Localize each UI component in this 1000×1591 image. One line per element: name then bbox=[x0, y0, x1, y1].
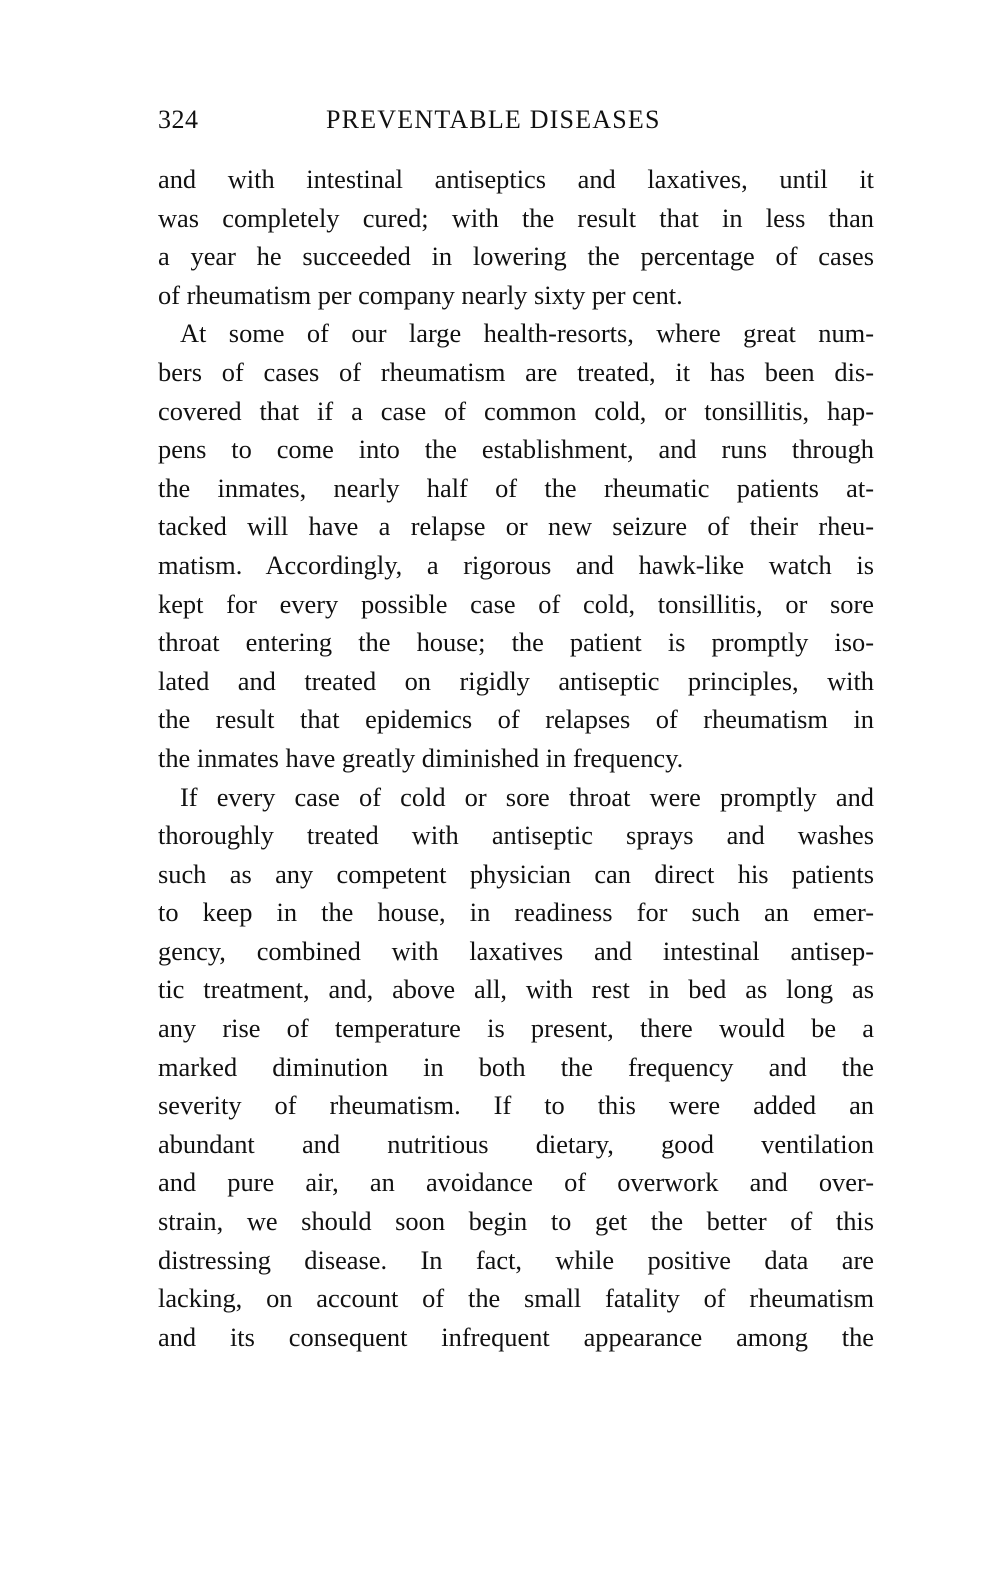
text-line: abundant and nutritious dietary, good ventilation bbox=[158, 1128, 874, 1159]
text-line: the inmates, nearly half of the rheumatic patients at- bbox=[158, 472, 874, 503]
text-line: marked diminution in both the frequency and the bbox=[158, 1051, 874, 1082]
text-line: pens to come into the establishment, and runs through bbox=[158, 434, 874, 465]
page-number: 324 bbox=[158, 105, 199, 134]
text-line: of rheumatism per company nearly sixty per cent. bbox=[158, 279, 683, 310]
running-title: PREVENTABLE DISEASES bbox=[326, 105, 661, 134]
text-line: was completely cured; with the result that in less than bbox=[158, 202, 874, 233]
text-line: and pure air, an avoidance of overwork and over- bbox=[158, 1167, 874, 1198]
text-line: thoroughly treated with antiseptic sprays and washes bbox=[158, 820, 874, 851]
text-line: the result that epidemics of relapses of rheumatism in bbox=[158, 704, 874, 735]
text-line: If every case of cold or sore throat were promptly and bbox=[180, 781, 874, 812]
text-line: tic treatment, and, above all, with rest in bed as long as bbox=[158, 974, 874, 1005]
text-line: kept for every possible case of cold, tonsillitis, or sore bbox=[158, 588, 874, 619]
text-line: tacked will have a relapse or new seizure of their rheu- bbox=[158, 511, 874, 542]
text-line: gency, combined with laxatives and intestinal antisep- bbox=[158, 935, 874, 966]
text-line: any rise of temperature is present, there would be a bbox=[158, 1013, 874, 1044]
text-line: severity of rheumatism. If to this were added an bbox=[158, 1090, 874, 1121]
paragraph-every-case-of-cold bbox=[158, 778, 874, 1357]
text-line: and with intestinal antiseptics and laxatives, until it bbox=[158, 164, 874, 194]
paragraph-health-resorts bbox=[158, 314, 874, 777]
text-line: bers of cases of rheumatism are treated, it has been dis- bbox=[158, 356, 874, 387]
text-line: a year he succeeded in lowering the percentage of cases bbox=[158, 241, 874, 272]
text-line: distressing disease. In fact, while positive data are bbox=[158, 1244, 874, 1275]
text-line: strain, we should soon begin to get the better of this bbox=[158, 1206, 874, 1237]
text-line: lated and treated on rigidly antiseptic principles, with bbox=[158, 665, 874, 696]
paragraph-continued bbox=[158, 160, 874, 314]
text-line: the inmates have greatly diminished in frequency. bbox=[158, 742, 684, 773]
text-line: matism. Accordingly, a rigorous and hawk-like watch is bbox=[158, 549, 874, 580]
text-line: covered that if a case of common cold, or tonsillitis, hap- bbox=[158, 395, 874, 426]
running-head bbox=[158, 103, 874, 137]
text-line: to keep in the house, in readiness for such an emer- bbox=[158, 897, 874, 928]
text-line: such as any competent physician can direct his patients bbox=[158, 858, 874, 889]
text-line: At some of our large health-resorts, where great num- bbox=[180, 318, 874, 349]
body-text bbox=[158, 160, 874, 1356]
text-line: lacking, on account of the small fatality of rheumatism bbox=[158, 1283, 874, 1314]
text-line: and its consequent infrequent appearance among the bbox=[158, 1321, 874, 1352]
text-line: throat entering the house; the patient is promptly iso- bbox=[158, 627, 874, 658]
